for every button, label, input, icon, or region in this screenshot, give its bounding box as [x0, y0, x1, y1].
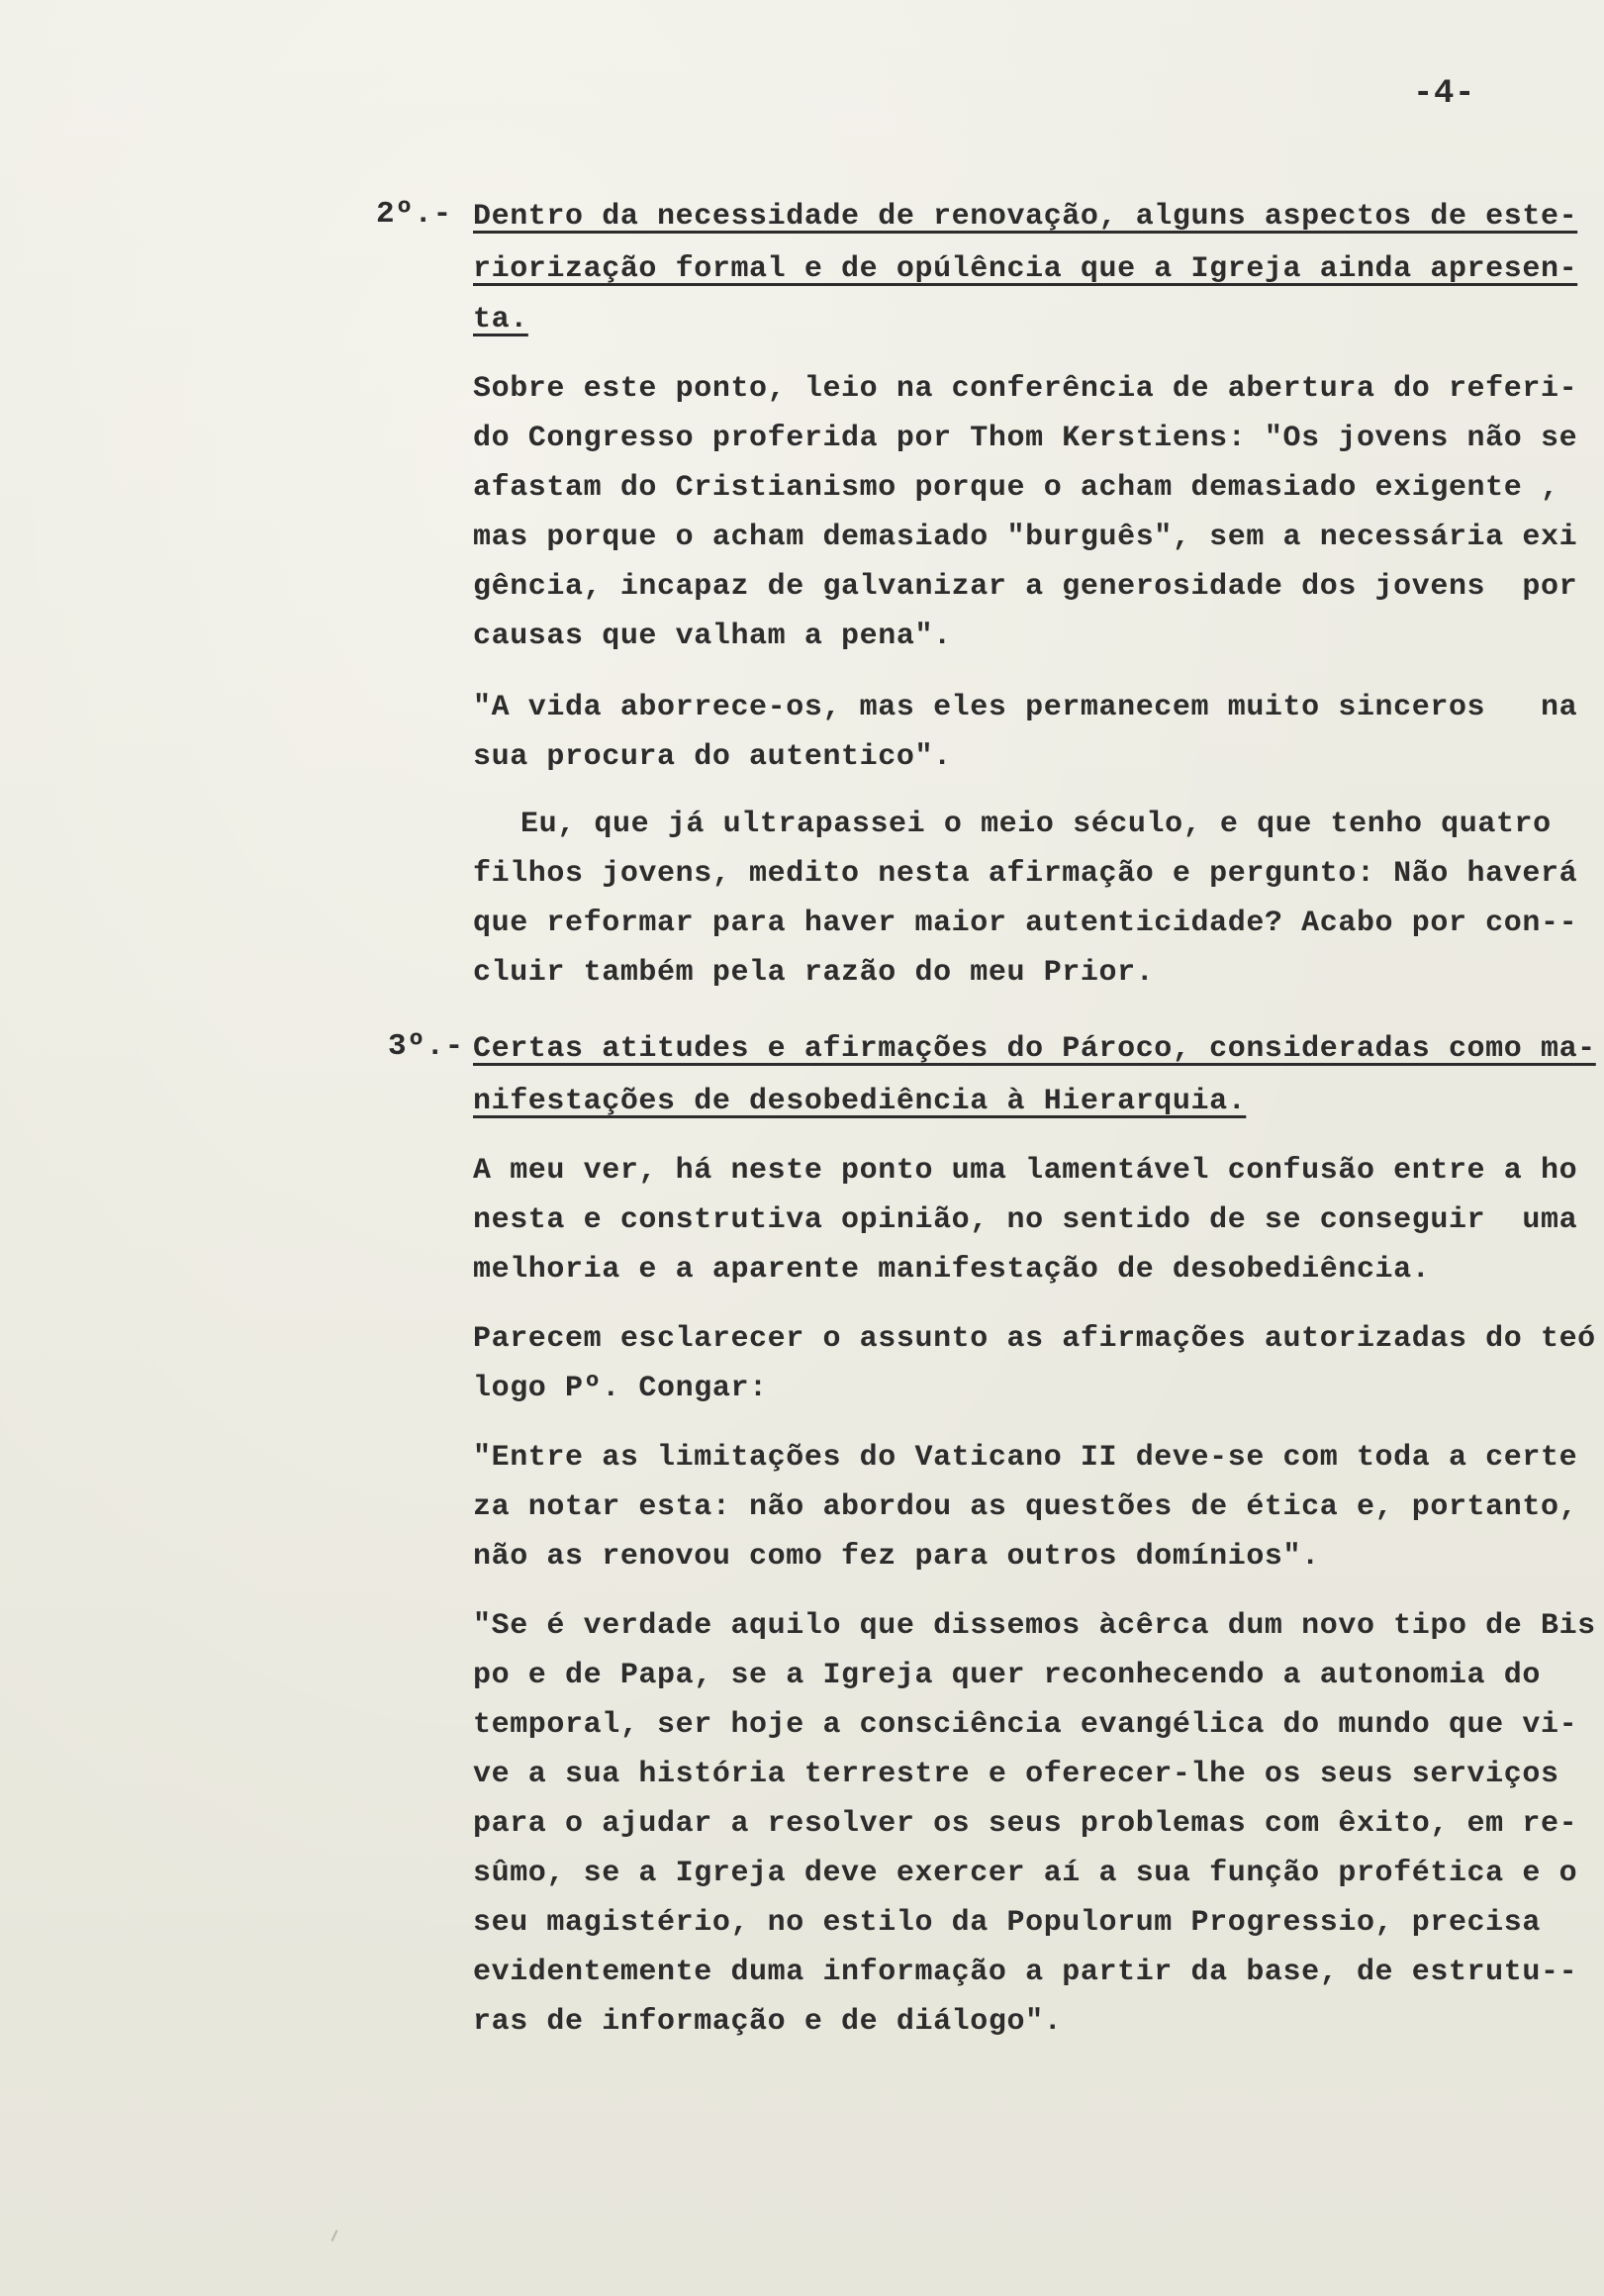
paragraph-line: ve a sua história terrestre e oferecer-lhe os seus serviços: [473, 1758, 1559, 1791]
paragraph-line: Eu, que já ultrapassei o meio século, e que tenho quatro: [520, 808, 1552, 841]
page-number: -4-: [1413, 75, 1476, 113]
paragraph-line: que reformar para haver maior autenticidade? Acabo por con--: [473, 907, 1578, 940]
paragraph-line: sua procura do autentico".: [473, 740, 952, 774]
section-heading-line: ta.: [473, 303, 528, 336]
paragraph-line: "A vida aborrece-os, mas eles permanecem muito sinceros na: [473, 691, 1578, 724]
section-number: 3º.-: [388, 1029, 464, 1064]
paragraph-line: filhos jovens, medito nesta afirmação e pergunto: Não haverá: [473, 857, 1578, 891]
paragraph-line: causas que valham a pena".: [473, 620, 952, 653]
section-heading-line: riorização formal e de opúlência que a Igreja ainda apresen-: [473, 252, 1578, 286]
paragraph-line: sûmo, se a Igreja deve exercer aí a sua função profética e o: [473, 1857, 1578, 1890]
paragraph-line: ras de informação e de diálogo".: [473, 2005, 1063, 2039]
paragraph-line: para o ajudar a resolver os seus problemas com êxito, em re-: [473, 1807, 1578, 1841]
paragraph-line: seu magistério, no estilo da Populorum Progressio, precisa: [473, 1906, 1541, 1940]
paragraph-line: Sobre este ponto, leio na conferência de abertura do referi-: [473, 372, 1578, 406]
section-heading-line: nifestações de desobediência à Hierarquia.: [473, 1085, 1247, 1118]
paragraph-line: temporal, ser hoje a consciência evangélica do mundo que vi-: [473, 1708, 1578, 1742]
paragraph-line: evidentemente duma informação a partir da base, de estrutu--: [473, 1956, 1578, 1989]
ink-speck: [331, 2230, 338, 2242]
section-heading-line: Dentro da necessidade de renovação, alguns aspectos de este-: [473, 200, 1578, 234]
paragraph-line: logo Pº. Congar:: [473, 1372, 768, 1405]
paragraph-line: cluir também pela razão do meu Prior.: [473, 956, 1155, 990]
paragraph-line: não as renovou como fez para outros domínios".: [473, 1540, 1320, 1574]
paragraph-line: A meu ver, há neste ponto uma lamentável confusão entre a ho: [473, 1154, 1578, 1188]
paragraph-line: melhoria e a aparente manifestação de desobediência.: [473, 1253, 1431, 1287]
paragraph-line: "Entre as limitações do Vaticano II deve-se com toda a certe: [473, 1441, 1578, 1475]
paragraph-line: za notar esta: não abordou as questões de ética e, portanto,: [473, 1490, 1578, 1524]
section-heading-line: Certas atitudes e afirmações do Pároco, consideradas como ma-: [473, 1032, 1596, 1066]
paragraph-line: "Se é verdade aquilo que dissemos àcêrca dum novo tipo de Bis: [473, 1609, 1596, 1643]
paragraph-line: Parecem esclarecer o assunto as afirmações autorizadas do teó: [473, 1322, 1596, 1356]
paragraph-line: mas porque o acham demasiado "burguês", sem a necessária exi: [473, 521, 1578, 554]
paragraph-line: do Congresso proferida por Thom Kerstiens: "Os jovens não se: [473, 422, 1578, 455]
section-number: 2º.-: [376, 197, 452, 232]
paragraph-line: afastam do Cristianismo porque o acham demasiado exigente ,: [473, 471, 1559, 505]
paragraph-line: gência, incapaz de galvanizar a generosidade dos jovens por: [473, 570, 1578, 604]
paragraph-line: po e de Papa, se a Igreja quer reconhecendo a autonomia do: [473, 1659, 1541, 1692]
paragraph-line: nesta e construtiva opinião, no sentido de se conseguir uma: [473, 1203, 1578, 1237]
